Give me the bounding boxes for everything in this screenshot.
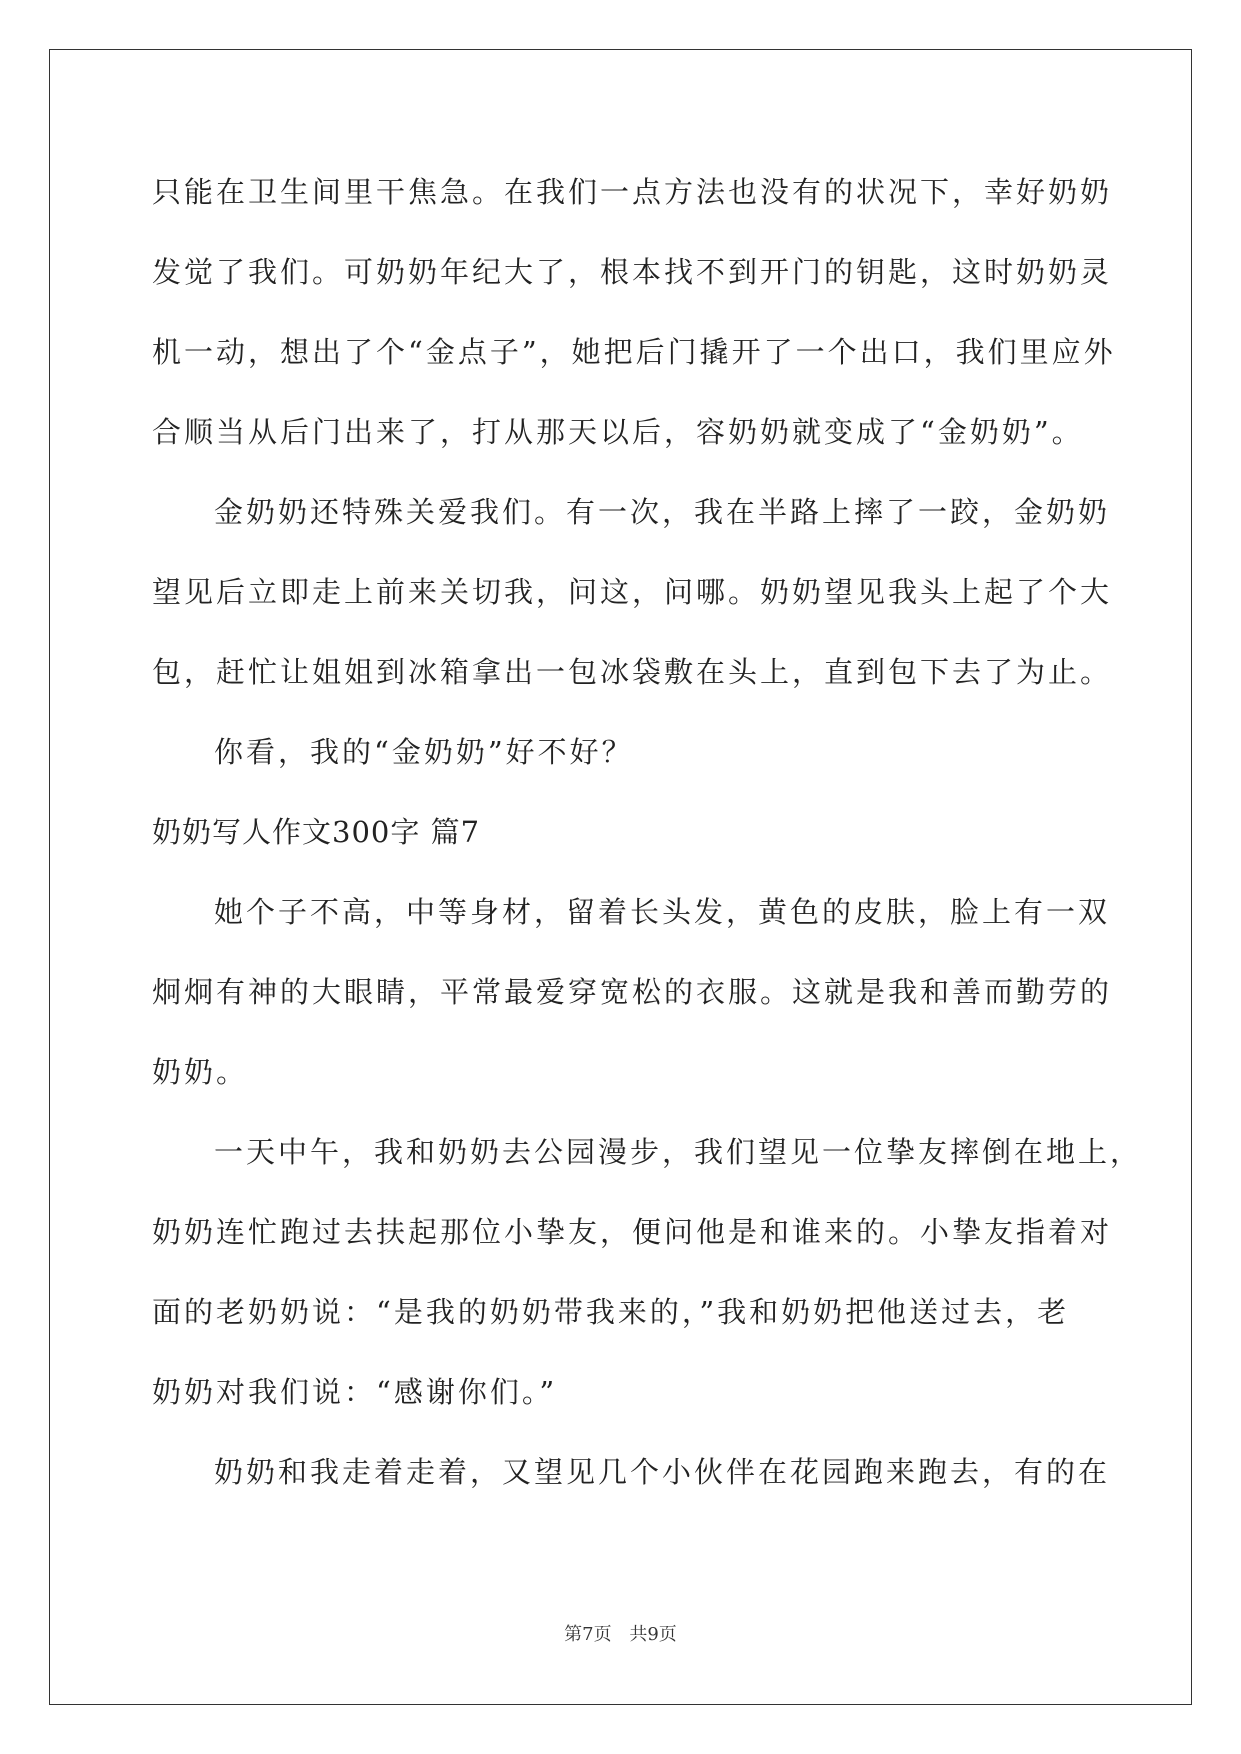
text-line: 包，赶忙让姐姐到冰箱拿出一包冰袋敷在头上，直到包下去了为止。	[152, 655, 1113, 689]
text-line: 奶奶连忙跑过去扶起那位小挚友，便问他是和谁来的。小挚友指着对	[152, 1215, 1113, 1249]
text-line: 奶奶。	[152, 1055, 249, 1089]
section-heading: 奶奶写人作文300字 篇7	[152, 815, 481, 849]
page-footer	[0, 1620, 1241, 1646]
paragraph-start-line: 你看，我的“金奶奶”好不好？	[214, 735, 634, 769]
total-page-count: 共9页	[629, 1624, 677, 1645]
text-line: 面的老奶奶说：“是我的奶奶带我来的，”我和奶奶把他送过去，老	[152, 1295, 1070, 1329]
paragraph-start-line: 金奶奶还特殊关爱我们。有一次，我在半路上摔了一跤，金奶奶	[214, 495, 1111, 529]
text-line: 炯炯有神的大眼睛，平常最爱穿宽松的衣服。这就是我和善而勤劳的	[152, 975, 1113, 1009]
current-page-number: 第7页	[564, 1624, 612, 1645]
paragraph-start-line: 一天中午，我和奶奶去公园漫步，我们望见一位挚友摔倒在地上，	[214, 1135, 1143, 1169]
text-line: 机一动，想出了个“金点子”，她把后门撬开了一个出口，我们里应外	[152, 335, 1116, 369]
paragraph-start-line: 她个子不高，中等身材，留着长头发，黄色的皮肤，脸上有一双	[214, 895, 1111, 929]
document-body	[152, 152, 1143, 1512]
text-line: 奶奶对我们说：“感谢你们。”	[152, 1375, 558, 1409]
text-line: 只能在卫生间里干焦急。在我们一点方法也没有的状况下，幸好奶奶	[152, 175, 1113, 209]
text-line: 望见后立即走上前来关切我，问这，问哪。奶奶望见我头上起了个大	[152, 575, 1113, 609]
paragraph-start-line: 奶奶和我走着走着，又望见几个小伙伴在花园跑来跑去，有的在	[214, 1455, 1111, 1489]
text-line: 发觉了我们。可奶奶年纪大了，根本找不到开门的钥匙，这时奶奶灵	[152, 255, 1113, 289]
text-line: 合顺当从后门出来了，打从那天以后，容奶奶就变成了“金奶奶”。	[152, 415, 1084, 449]
